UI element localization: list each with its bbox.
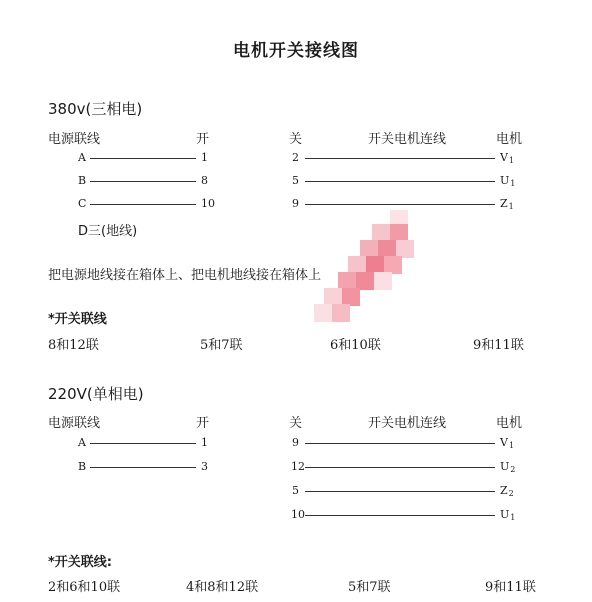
header-switch-close: 关 — [289, 132, 303, 147]
header-switch-motor-wiring: 开关电机连线 — [368, 132, 447, 147]
motor-terminal: U1 — [500, 174, 516, 188]
wire-line — [90, 204, 196, 205]
wire-line — [305, 181, 495, 182]
motor-terminal: Z1 — [500, 197, 514, 211]
switch-link-item: 4和8和12联 — [186, 580, 259, 595]
switch-link-item: 8和12联 — [48, 338, 99, 353]
switch-terminal-number: 10 — [291, 508, 305, 521]
wire-line — [305, 204, 495, 205]
page-title: 电机开关接线图 — [233, 41, 359, 61]
wire-line — [90, 467, 196, 468]
switch-terminal-number: 12 — [291, 460, 305, 473]
switch-link-title: *开关联线 — [48, 312, 107, 327]
switch-terminal-number: 3 — [201, 460, 208, 473]
wire-line — [305, 467, 495, 468]
header-motor: 电机 — [496, 132, 523, 147]
phase-label-b: B — [78, 174, 87, 187]
switch-terminal-number: 8 — [201, 174, 208, 187]
switch-link-item: 9和11联 — [485, 580, 536, 595]
section-heading-380v: 380v(三相电) — [48, 100, 143, 118]
switch-terminal-number: 5 — [292, 174, 299, 187]
wire-line — [90, 443, 196, 444]
motor-terminal: U1 — [500, 508, 516, 522]
section-heading-220v: 220V(单相电) — [48, 385, 144, 403]
phase-label-a: A — [78, 151, 86, 164]
switch-terminal-number: 1 — [201, 151, 208, 164]
header-switch-open: 开 — [196, 132, 210, 147]
ground-label: D三(地线) — [78, 224, 138, 239]
wire-line — [90, 181, 196, 182]
switch-terminal-number: 9 — [292, 436, 299, 449]
wire-line — [305, 515, 495, 516]
switch-link-item: 6和10联 — [330, 338, 381, 353]
header-switch-motor-wiring: 开关电机连线 — [368, 416, 447, 431]
wire-line — [305, 443, 495, 444]
phase-label-c: C — [78, 197, 87, 210]
motor-terminal: V1 — [500, 151, 515, 165]
wire-line — [305, 158, 495, 159]
phase-label-a: A — [78, 436, 86, 449]
switch-terminal-number: 5 — [292, 484, 299, 497]
switch-link-item: 5和7联 — [200, 338, 243, 353]
header-power-wiring: 电源联线 — [48, 132, 101, 147]
motor-terminal: Z2 — [500, 484, 514, 498]
header-switch-close: 关 — [289, 416, 303, 431]
phase-label-b: B — [78, 460, 87, 473]
motor-terminal: U2 — [500, 460, 516, 474]
header-power-wiring: 电源联线 — [48, 416, 101, 431]
switch-terminal-number: 2 — [292, 151, 299, 164]
header-switch-open: 开 — [196, 416, 210, 431]
switch-link-item: 9和11联 — [473, 338, 524, 353]
switch-terminal-number: 9 — [292, 197, 299, 210]
ground-note: 把电源地线接在箱体上、把电机地线接在箱体上 — [48, 268, 322, 283]
motor-terminal: V1 — [500, 436, 515, 450]
header-motor: 电机 — [496, 416, 523, 431]
switch-terminal-number: 10 — [201, 197, 215, 210]
switch-link-item: 2和6和10联 — [48, 580, 121, 595]
switch-link-title: *开关联线: — [48, 555, 112, 570]
wire-line — [90, 158, 196, 159]
redaction-mosaic — [310, 210, 420, 330]
switch-terminal-number: 1 — [201, 436, 208, 449]
switch-link-item: 5和7联 — [348, 580, 391, 595]
wire-line — [305, 491, 495, 492]
